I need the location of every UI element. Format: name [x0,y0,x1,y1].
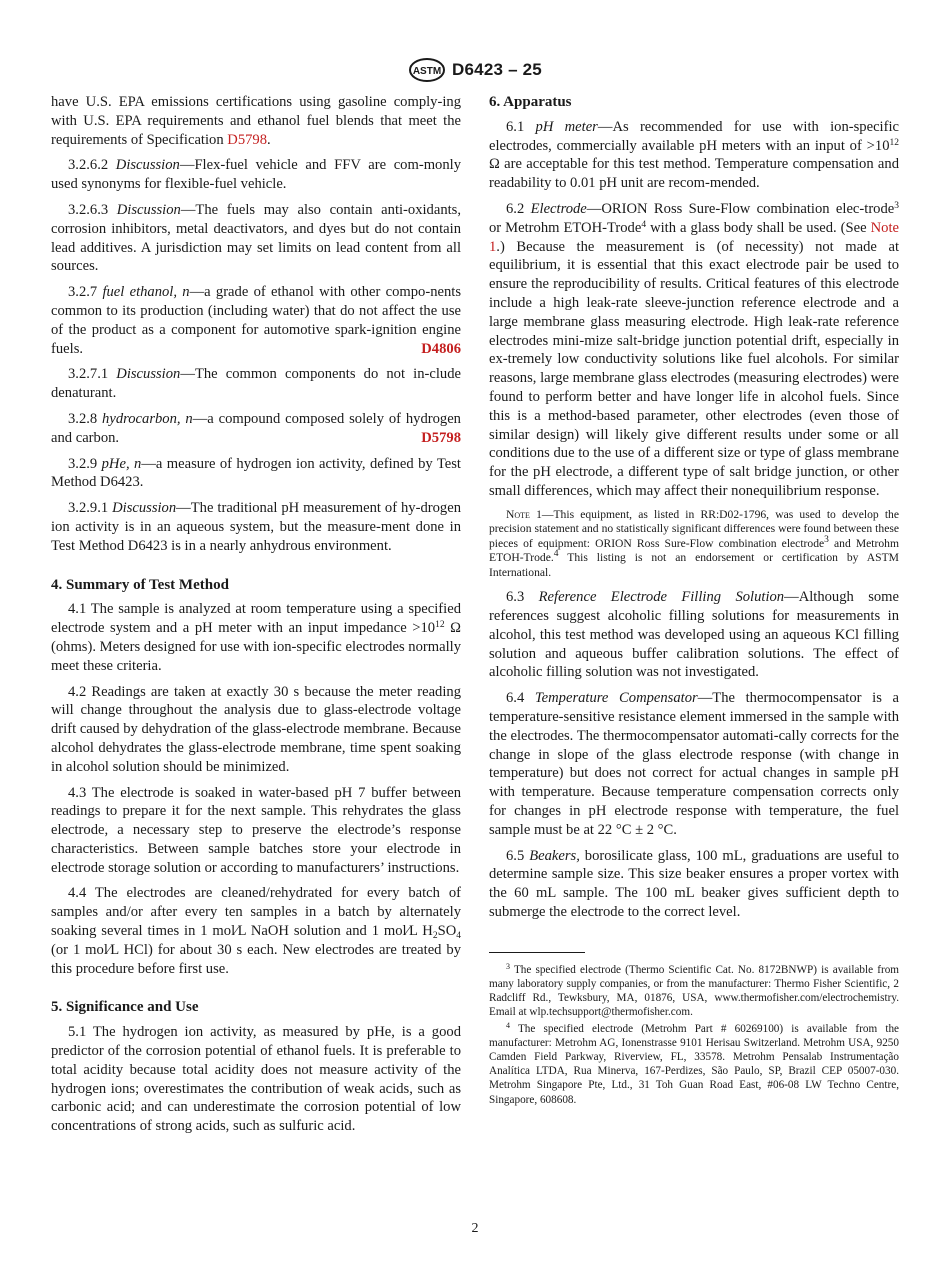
page-header [0,56,950,84]
section-5-title: 5. Significance and Use [51,999,199,1016]
note-1: Note 1—This equipment, as listed in RR:D02-1796, was used to develop the precision statement and no statistically significant differences were found between these pieces of equipment: ORION Ross Sure-Flow combination electrode$^3$ and Metrohm ETOH-Trode.$^4$ This listing is not an endorsement or certification by ASTM International. [489,507,899,579]
section-4-3: 4.3 The electrode is soaked in water-based pH 7 buffer between readings to prepare it for the next sample. This rehydrates the glass electrode, a necessary step to preserve the electrode’s response characteristics. Between sample batches store your electrode in electrode storage solution or according to manufacturers’ instructions. [51,784,461,876]
right-column [489,93,899,1109]
section-3-2-6-3: 3.2.6.3 Discussion—The fuels may also contain anti-oxidants, corrosion inhibitors, metal deactivators, and dyes but do not contain lead additives. A jurisdiction may set limits on lead content from all sources. [51,201,462,275]
section-6-4: 6.4 Temperature Compensator—The thermocompensator is a temperature-sensitive resistance element immersed in the sample with the electrodes. The thermocompensator automati-cally corrects for the change in slope of the glass electrode response (with change in temperature) but does not correct for actual changes in sample pH with temperature. Because temperature compensation corrects only for changes in pH electrode response with temperature, the fuel sample must be at 22 °C ± 2 °C. [489,690,900,838]
section-5-1: 5.1 The hydrogen ion activity, as measured by pHe, is a good predictor of the corrosion potential of ethanol fuels. It is preferable to total acidity because total acidity does not measure activity of the hydrogen ions; overestimates the contribution of weak acids, such as carbonic acid; and can underestimate the corrosion potential of low concentrations of strong acids, such as sulfuric acid. [51,1024,461,1135]
footnote-3: $^3$ The specified electrode (Thermo Scientific Cat. No. 8172BNWP) is available from many laboratory supply companies, or from the manufacturer: Thermo Fisher Scientific, 2 Radcliff Rd., Tewksbury, MA, 01876, USA, www.thermofisher.com/electrochemistry. Email at wlp.techsupport@thermofisher.com. [489,961,899,1019]
section-3-2-6-2: 3.2.6.2 Discussion—Flex-fuel vehicle and FFV are com-monly used synonyms for flexible-fuel vehicle. [51,157,461,193]
section-4-2: 4.2 Readings are taken at exactly 30 s because the meter reading will change throughout the analysis due to glass-electrode voltage drift caused by dehydration of the glass-electrode membrane. Because alcohol dehydrates the glass-electrode membrane, time spent soaking in alcohol solution should be minimized. [51,683,461,775]
section-3-2-7: 3.2.7 fuel ethanol, n—a grade of ethanol with other compo-nents common to its production (including water) that do not affect the use of the product as a component for automotive spark-ignition engine fuels. D4806 [51,284,462,357]
section-3-2-7-1: 3.2.7.1 Discussion—The common components do not in-clude denaturant. [51,366,461,402]
section-3-2-9: 3.2.9 pHe, n—a measure of hydrogen ion activity, defined by Test Method D6423. [51,455,461,491]
note-1-link[interactable]: Note 1 [489,219,899,255]
astm-logo-icon [408,58,446,82]
section-6-3: 6.3 Reference Electrode Filling Solution—Although some references suggest alcoholic filling solutions for measurements in alcohol, this test method was developed using an aqueous KCl filling solution and aqueous buffer calibration solutions. The effect of alcoholic filling solution was not investigated. [489,589,899,681]
d4806-link[interactable]: D4806 [421,340,461,357]
section-4-title: 4. Summary of Test Method [51,576,229,593]
svg-text:ASTM: ASTM [412,66,442,77]
section-3-2-9-1: 3.2.9.1 Discussion—The traditional pH measurement of hy-drogen ion activity is in an aqueous system, but the measure-ment done in Test Method D6423 is in a nearly anhydrous environment. [51,500,461,554]
document-id: D6423 – 25 [452,60,542,79]
continued-paragraph: have U.S. EPA emissions certifications using gasoline comply-ing with U.S. EPA requirements and ethanol fuel blends that meet the requirements of Specification D5798. [51,94,461,148]
d5798-link[interactable]: D5798 [227,131,268,148]
section-3-2-8: 3.2.8 hydrocarbon, n—a compound composed solely of hydrogen and carbon. D5798 [51,410,461,446]
footnote-4-marker[interactable]: 4 [641,219,647,230]
footnote-divider [489,952,585,953]
section-6-1: 6.1 pH meter—As recommended for use with ion-specific electrodes, commercially available pH meters with an input of $>10^{12}$ Ω are acceptable for this test method. Temperature compensation and readability to 0.01 pH unit are recom-mended. [489,118,899,192]
footnote-3-marker[interactable]: 3 [894,200,899,211]
section-6-5: 6.5 Beakers, borosilicate glass, 100 mL, graduations are useful to determine sample size. This size beaker ensures a proper vortex with the 60 mL sample. The 100 mL beaker gives sufficient depth to submerge the electrode to the correct level. [489,847,900,920]
d5798-ref-link[interactable]: D5798 [421,429,461,446]
left-column [51,93,461,1143]
footnote-4: $^4$ The specified electrode (Metrohm Part # 60269100) is available from the manufacturer: Metrohm AG, Ionenstrasse 9101 Herisau Switzerland. Metrohm USA, 9250 Camden Field Parkway, Riverview, FL, 33578. Metrohm Pensalab Instrumentação Analítica LTDA, Rua Minerva, 167-Perdizes, São Paulo, SP, Brazil CEP 05007-030. Metrohm Singapore Pte, Ltd., 31 Toh Guan Road East, #06-08 LW Techno Centre, Singapore, 608608. [489,1020,899,1106]
section-4-4: 4.4 The electrodes are cleaned/rehydrated for every batch of samples and/or after every ten samples in a batch by alternately soaking several times in 1 mol⁄L NaOH solution and 1 mol⁄L $H_2SO_4$ (or 1 mol⁄L HCl) for about 30 s each. New electrodes are treated by this procedure before first use. [51,885,461,977]
section-6-2: 6.2 Electrode—ORION Ross Sure-Flow combination elec-trode$^3$ or Metrohm ETOH-Trode$^4$ with a glass body shall be used. (See Note 1.) Because the measurement is (of necessity) not made at equilibrium, it is essential that this exact electrode pair be used to ensure the reproducibility of results. Critical features of this electrode include a high leak-rate sleeve-junction reference electrode and a large membrane glass measuring electrode. High leak-rate reference electrodes mini-mize salt-bridge junction potential drift, especially in ex-tremely low conductivity solutions like fuel alcohols. For similar reasons, large membrane glass electrodes (measuring electrodes) were found to perform better and have longer life in alcohol fuels. Since this is a method-based parameter, other electrodes (even those of similar design) will likely give different results under some or all conditions due to the use of a different size or type of glass membrane for the pH electrode, a different type of salt bridge junction, or other small differences, which may affect their nonequilibrium response. [489,200,899,499]
section-6-title: 6. Apparatus [489,94,572,110]
page-number: 2 [471,1221,479,1236]
section-4-1: 4.1 The sample is analyzed at room temperature using a specified electrode system and a pH meter with an input impedance $>10^{12}$ Ω (ohms). Meters designed for use with ion-specific electrodes normally meet these criteria. [51,601,461,674]
